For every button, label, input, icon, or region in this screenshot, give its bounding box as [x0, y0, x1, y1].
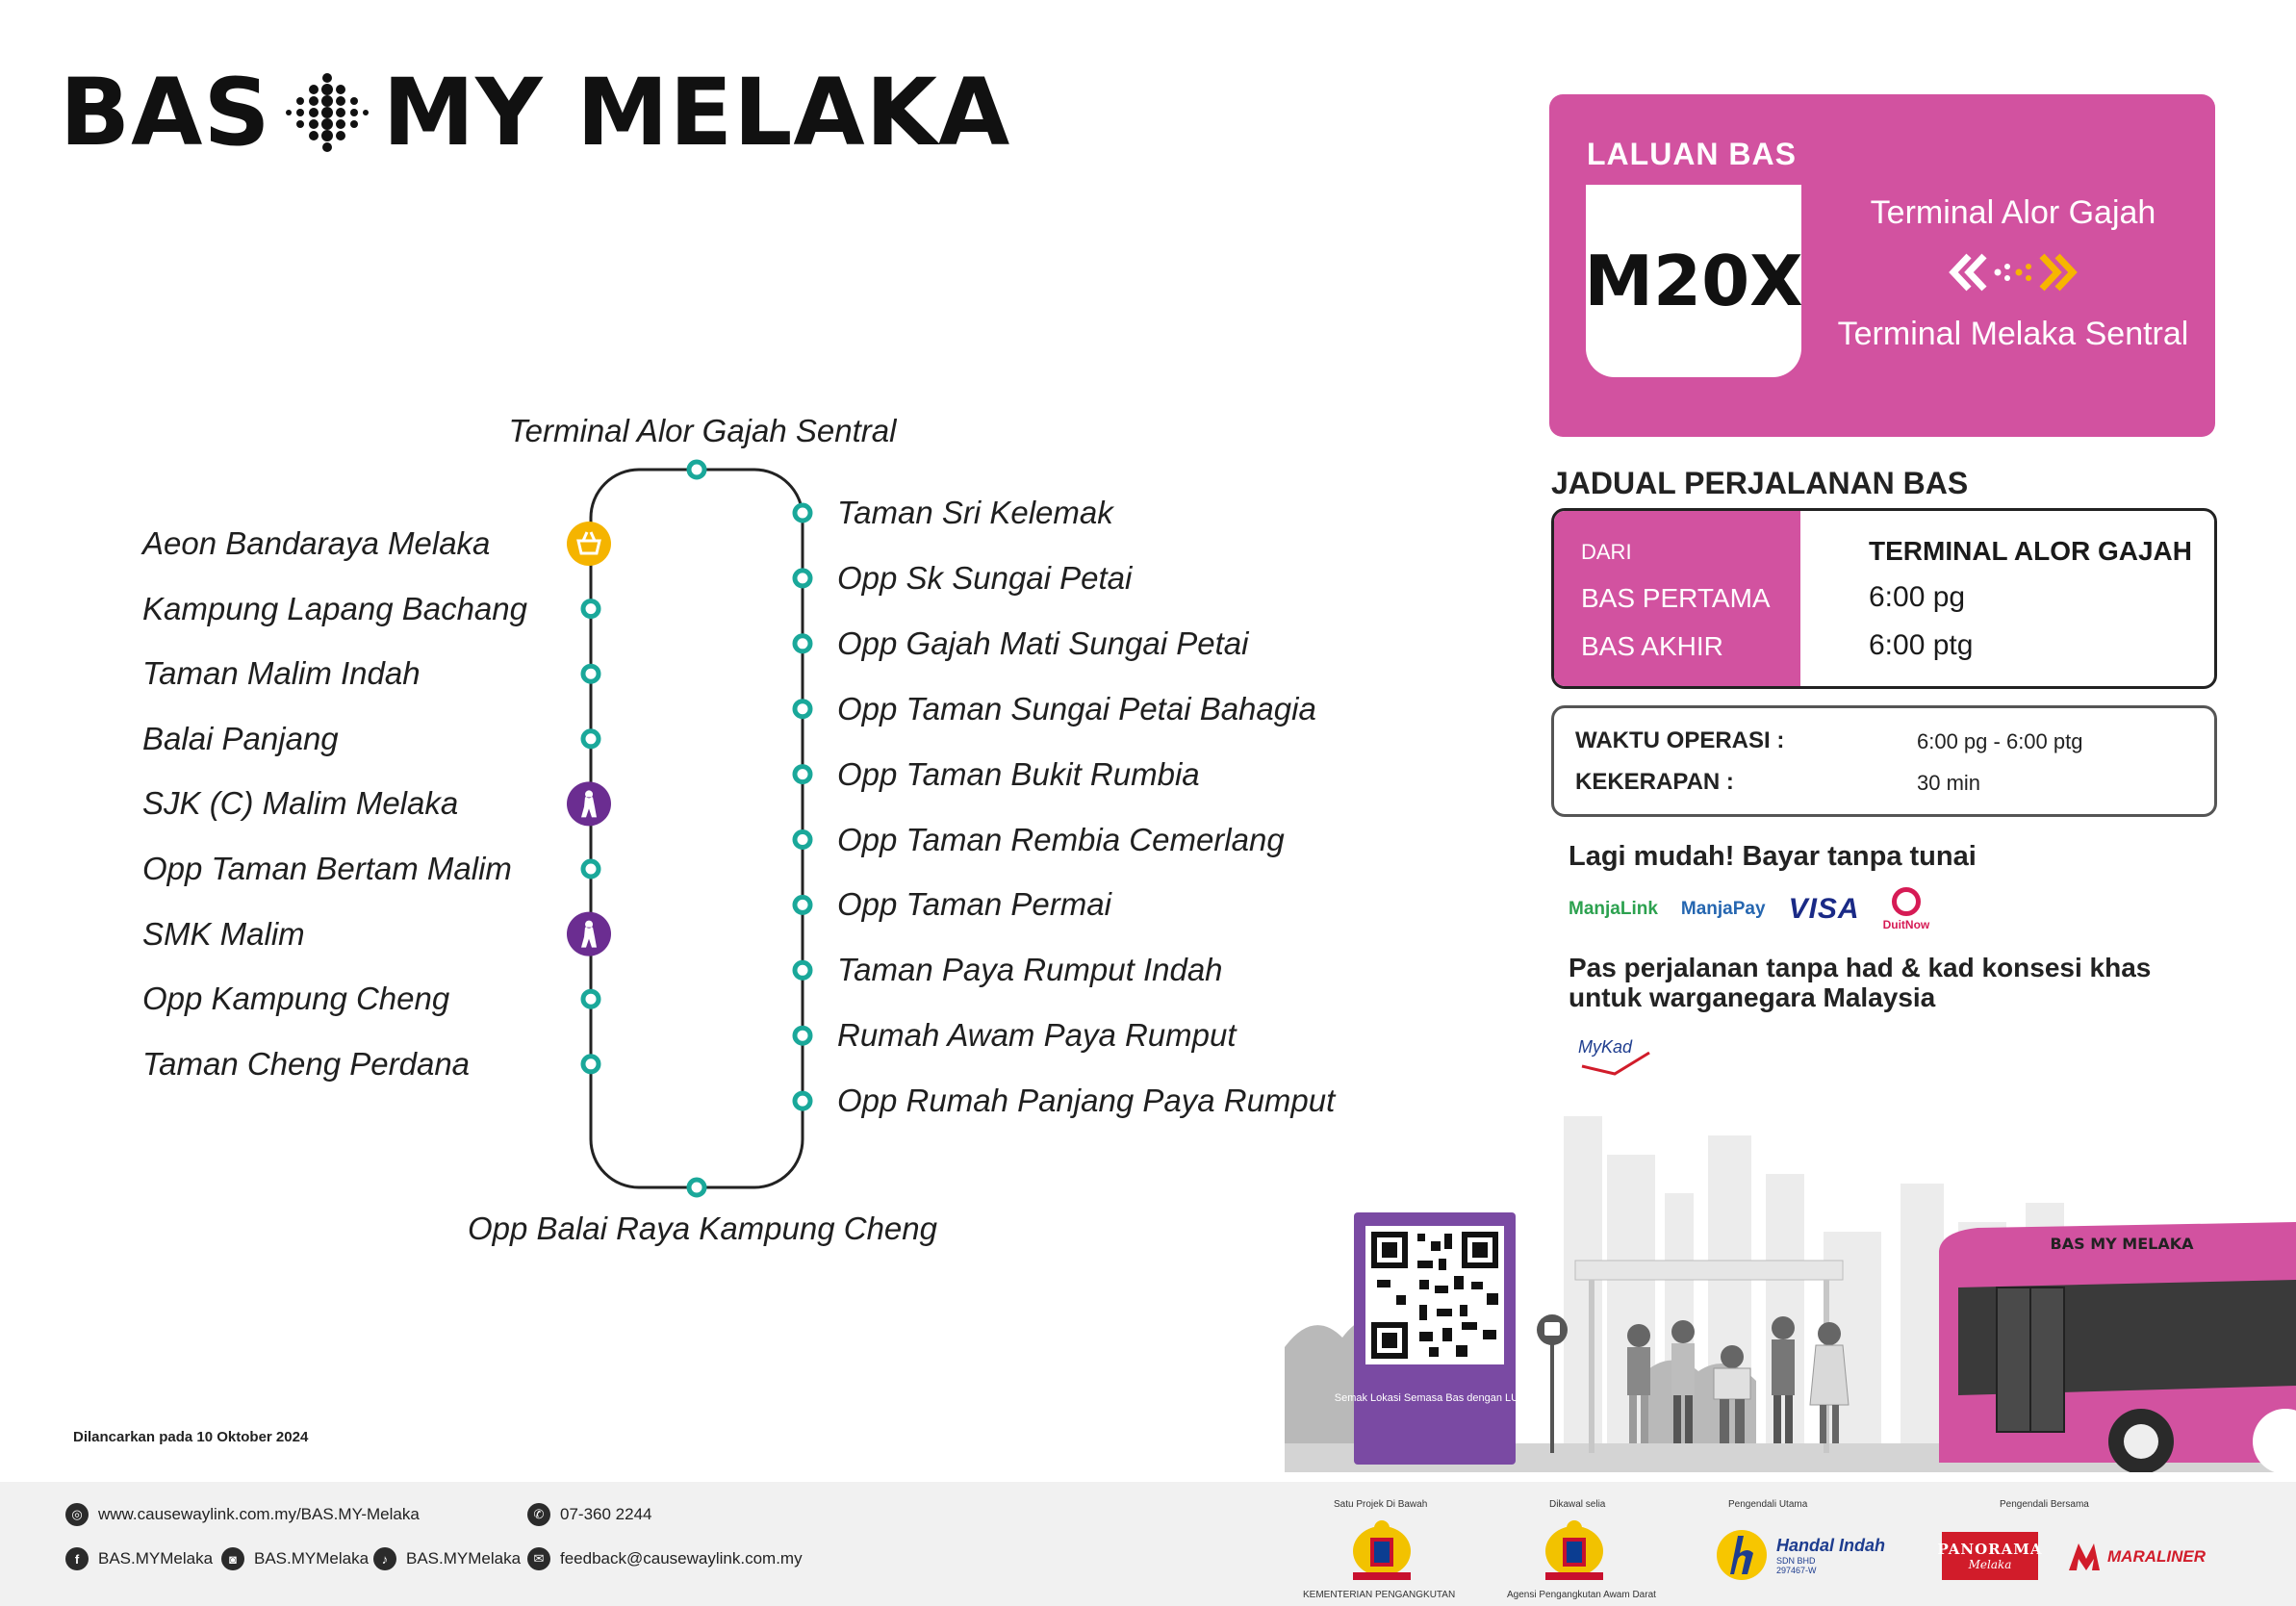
brand-word-my-melaka: MY MELAKA: [382, 59, 1011, 166]
last-bus-label: BAS AKHIR: [1581, 631, 1723, 661]
maraliner-logo: [2065, 1538, 2206, 1576]
operations-box: [1551, 705, 2217, 817]
launch-date: Dilancarkan pada 10 Oktober 2024: [73, 1429, 309, 1445]
stop-marker-right: [795, 1028, 810, 1043]
instagram-text: BAS.MYMelaka: [254, 1549, 370, 1568]
frequency-label: KEKERAPAN :: [1575, 769, 1734, 795]
payment-title: Lagi mudah! Bayar tanpa tunai: [1569, 841, 1977, 872]
stop-marker-right: [795, 701, 810, 717]
manjapay-logo: ManjaPay: [1680, 899, 1766, 919]
tiktok-text: BAS.MYMelaka: [406, 1549, 522, 1568]
mykad-logo: [1572, 1032, 1655, 1076]
stop-label-left: SMK Malim: [142, 915, 305, 952]
handal-indah-logo: [1713, 1526, 1885, 1584]
stop-label-right: Opp Rumah Panjang Paya Rumput: [837, 1083, 1336, 1119]
email-icon: ✉: [527, 1547, 550, 1570]
operating-hours-value: 6:00 pg - 6:00 ptg: [1917, 729, 2083, 753]
schedule-title: JADUAL PERJALANAN BAS: [1551, 466, 1969, 500]
phone-text: 07-360 2244: [560, 1505, 652, 1523]
terminal-a: Terminal Alor Gajah: [1870, 194, 2156, 231]
stop-label-right: Opp Taman Bukit Rumbia: [837, 755, 1200, 792]
footer-facebook[interactable]: [65, 1547, 213, 1570]
panorama-sub: Melaka: [1968, 1558, 2012, 1571]
stop-marker-bottom: [689, 1180, 704, 1195]
duitnow-logo: [1883, 887, 1930, 931]
ministry-name: KEMENTERIAN PENGANGKUTAN: [1303, 1590, 1456, 1600]
operator-label: Pengendali Utama: [1728, 1499, 1808, 1510]
route-card: [1549, 94, 2215, 437]
stop-marker-left: [583, 991, 599, 1007]
stop-marker-right: [795, 897, 810, 912]
tiktok-icon: ♪: [373, 1547, 396, 1570]
footer-phone[interactable]: [527, 1503, 651, 1526]
stop-label-right: Opp Taman Permai: [837, 886, 1111, 923]
student-icon: [567, 781, 611, 826]
project-label: Satu Projek Di Bawah: [1334, 1499, 1428, 1510]
agency-name: Agensi Pengangkutan Awam Darat: [1507, 1590, 1656, 1600]
panorama-label: PANORAMA: [1937, 1541, 2043, 1558]
operator-sub: SDN BHD: [1776, 1555, 1816, 1566]
route-code: M20X: [1584, 241, 1803, 321]
handal-indah-icon: [1713, 1526, 1771, 1584]
globe-icon: ◎: [65, 1503, 89, 1526]
footer-website[interactable]: [65, 1503, 420, 1526]
brand-word-bas: BAS: [60, 59, 271, 166]
stop-label-left: Opp Taman Bertam Malim: [142, 851, 512, 886]
email-text: feedback@causewaylink.com.my: [560, 1549, 803, 1568]
stop-marker-right: [795, 571, 810, 586]
pass-text: Pas perjalanan tanpa had & kad konsesi khas untuk warganegara Malaysia: [1569, 953, 2152, 1012]
stop-label-left: Aeon Bandaraya Melaka: [142, 525, 491, 561]
student-icon-glyph: [581, 790, 597, 817]
footer-email[interactable]: [527, 1547, 803, 1570]
phone-icon: ✆: [527, 1503, 550, 1526]
from-label: DARI: [1581, 540, 1632, 564]
stop-marker-right: [795, 1093, 810, 1109]
duitnow-label: DuitNow: [1882, 918, 1930, 931]
first-bus-value: 6:00 pg: [1869, 581, 1966, 613]
operator-reg: 297467-W: [1776, 1565, 1817, 1575]
stop-label-left: Opp Kampung Cheng: [142, 981, 450, 1017]
stop-marker-left: [583, 861, 599, 877]
route-loop-line: [591, 470, 803, 1187]
stop-marker-right: [795, 767, 810, 782]
bidirectional-arrow-icon: [1942, 248, 2086, 296]
stop-label-top: Terminal Alor Gajah Sentral: [508, 413, 897, 448]
student-icon: [567, 912, 611, 956]
stop-label-left: Taman Malim Indah: [142, 655, 421, 692]
payment-logos: [1569, 883, 1953, 935]
stop-label-right: Rumah Awam Paya Rumput: [837, 1017, 1237, 1054]
joint-operator-label: Pengendali Bersama: [2000, 1499, 2089, 1510]
frequency-value: 30 min: [1917, 771, 1981, 795]
stop-label-right: Opp Taman Sungai Petai Bahagia: [837, 690, 1316, 727]
manjalink-logo: ManjaLink: [1569, 899, 1658, 919]
operating-hours-label: WAKTU OPERASI :: [1575, 727, 1785, 753]
brand-logo: [60, 60, 1010, 166]
stop-marker-left: [583, 1057, 599, 1072]
footer-instagram[interactable]: [221, 1547, 369, 1570]
shopping-basket-icon-glyph: [578, 532, 600, 553]
stop-label-right: Taman Sri Kelemak: [837, 495, 1113, 530]
website-text: www.causewaylink.com.my/BAS.MY-Melaka: [98, 1505, 420, 1523]
shopping-basket-icon: [567, 522, 611, 566]
visa-logo: VISA: [1788, 893, 1860, 925]
stop-marker-left: [583, 666, 599, 681]
route-card-title: LALUAN BAS: [1587, 137, 1797, 171]
stop-label-right: Taman Paya Rumput Indah: [837, 952, 1223, 988]
stop-marker-right: [795, 832, 810, 848]
stop-label-right: Opp Sk Sungai Petai: [837, 559, 1133, 596]
regulated-label: Dikawal selia: [1549, 1499, 1606, 1510]
stop-label-left: SJK (C) Malim Melaka: [142, 785, 459, 822]
schedule-table: [1551, 508, 2217, 689]
stop-marker-left: [583, 601, 599, 617]
first-bus-label: BAS PERTAMA: [1581, 583, 1771, 613]
panorama-melaka-logo: [1937, 1532, 2043, 1580]
stop-label-right: Opp Taman Rembia Cemerlang: [837, 821, 1285, 857]
duitnow-icon: [1892, 887, 1921, 916]
stop-label-right: Opp Gajah Mati Sungai Petai: [837, 625, 1249, 661]
footer-tiktok[interactable]: [373, 1547, 521, 1570]
stop-label-left: Balai Panjang: [142, 720, 339, 756]
terminal-b: Terminal Melaka Sentral: [1837, 316, 2189, 352]
stop-marker-top: [689, 462, 704, 477]
stop-label-bottom: Opp Balai Raya Kampung Cheng: [468, 1211, 937, 1246]
maraliner-label: MARALINER: [2107, 1547, 2206, 1566]
operator-name: Handal Indah: [1776, 1535, 1886, 1555]
maraliner-icon: [2065, 1538, 2104, 1576]
bus-brand: BAS MY MELAKA: [2050, 1235, 2194, 1253]
stop-marker-left: [583, 731, 599, 747]
route-code-box: [1586, 185, 1801, 377]
stop-label-left: Kampung Lapang Bachang: [142, 590, 527, 626]
brand-dots-icon: [281, 66, 373, 159]
ministry-crest-icon: [1345, 1517, 1418, 1584]
stop-label-left: Taman Cheng Perdana: [142, 1045, 471, 1082]
stop-marker-right: [795, 636, 810, 651]
stop-marker-right: [795, 962, 810, 978]
qr-caption: Semak Lokasi Semasa Bas dengan LUGO: [1334, 1392, 1536, 1404]
stop-marker-right: [795, 505, 810, 521]
agency-crest-icon: [1538, 1517, 1611, 1584]
facebook-icon: f: [65, 1547, 89, 1570]
instagram-icon: ◙: [221, 1547, 244, 1570]
facebook-text: BAS.MYMelaka: [98, 1549, 214, 1568]
mykad-label: MyKad: [1578, 1037, 1633, 1057]
last-bus-value: 6:00 ptg: [1869, 629, 1974, 661]
footer: [0, 1482, 2296, 1606]
from-value: TERMINAL ALOR GAJAH: [1869, 536, 2192, 566]
student-icon-glyph: [581, 921, 597, 948]
bus-stop-illustration: [1285, 1116, 2296, 1472]
